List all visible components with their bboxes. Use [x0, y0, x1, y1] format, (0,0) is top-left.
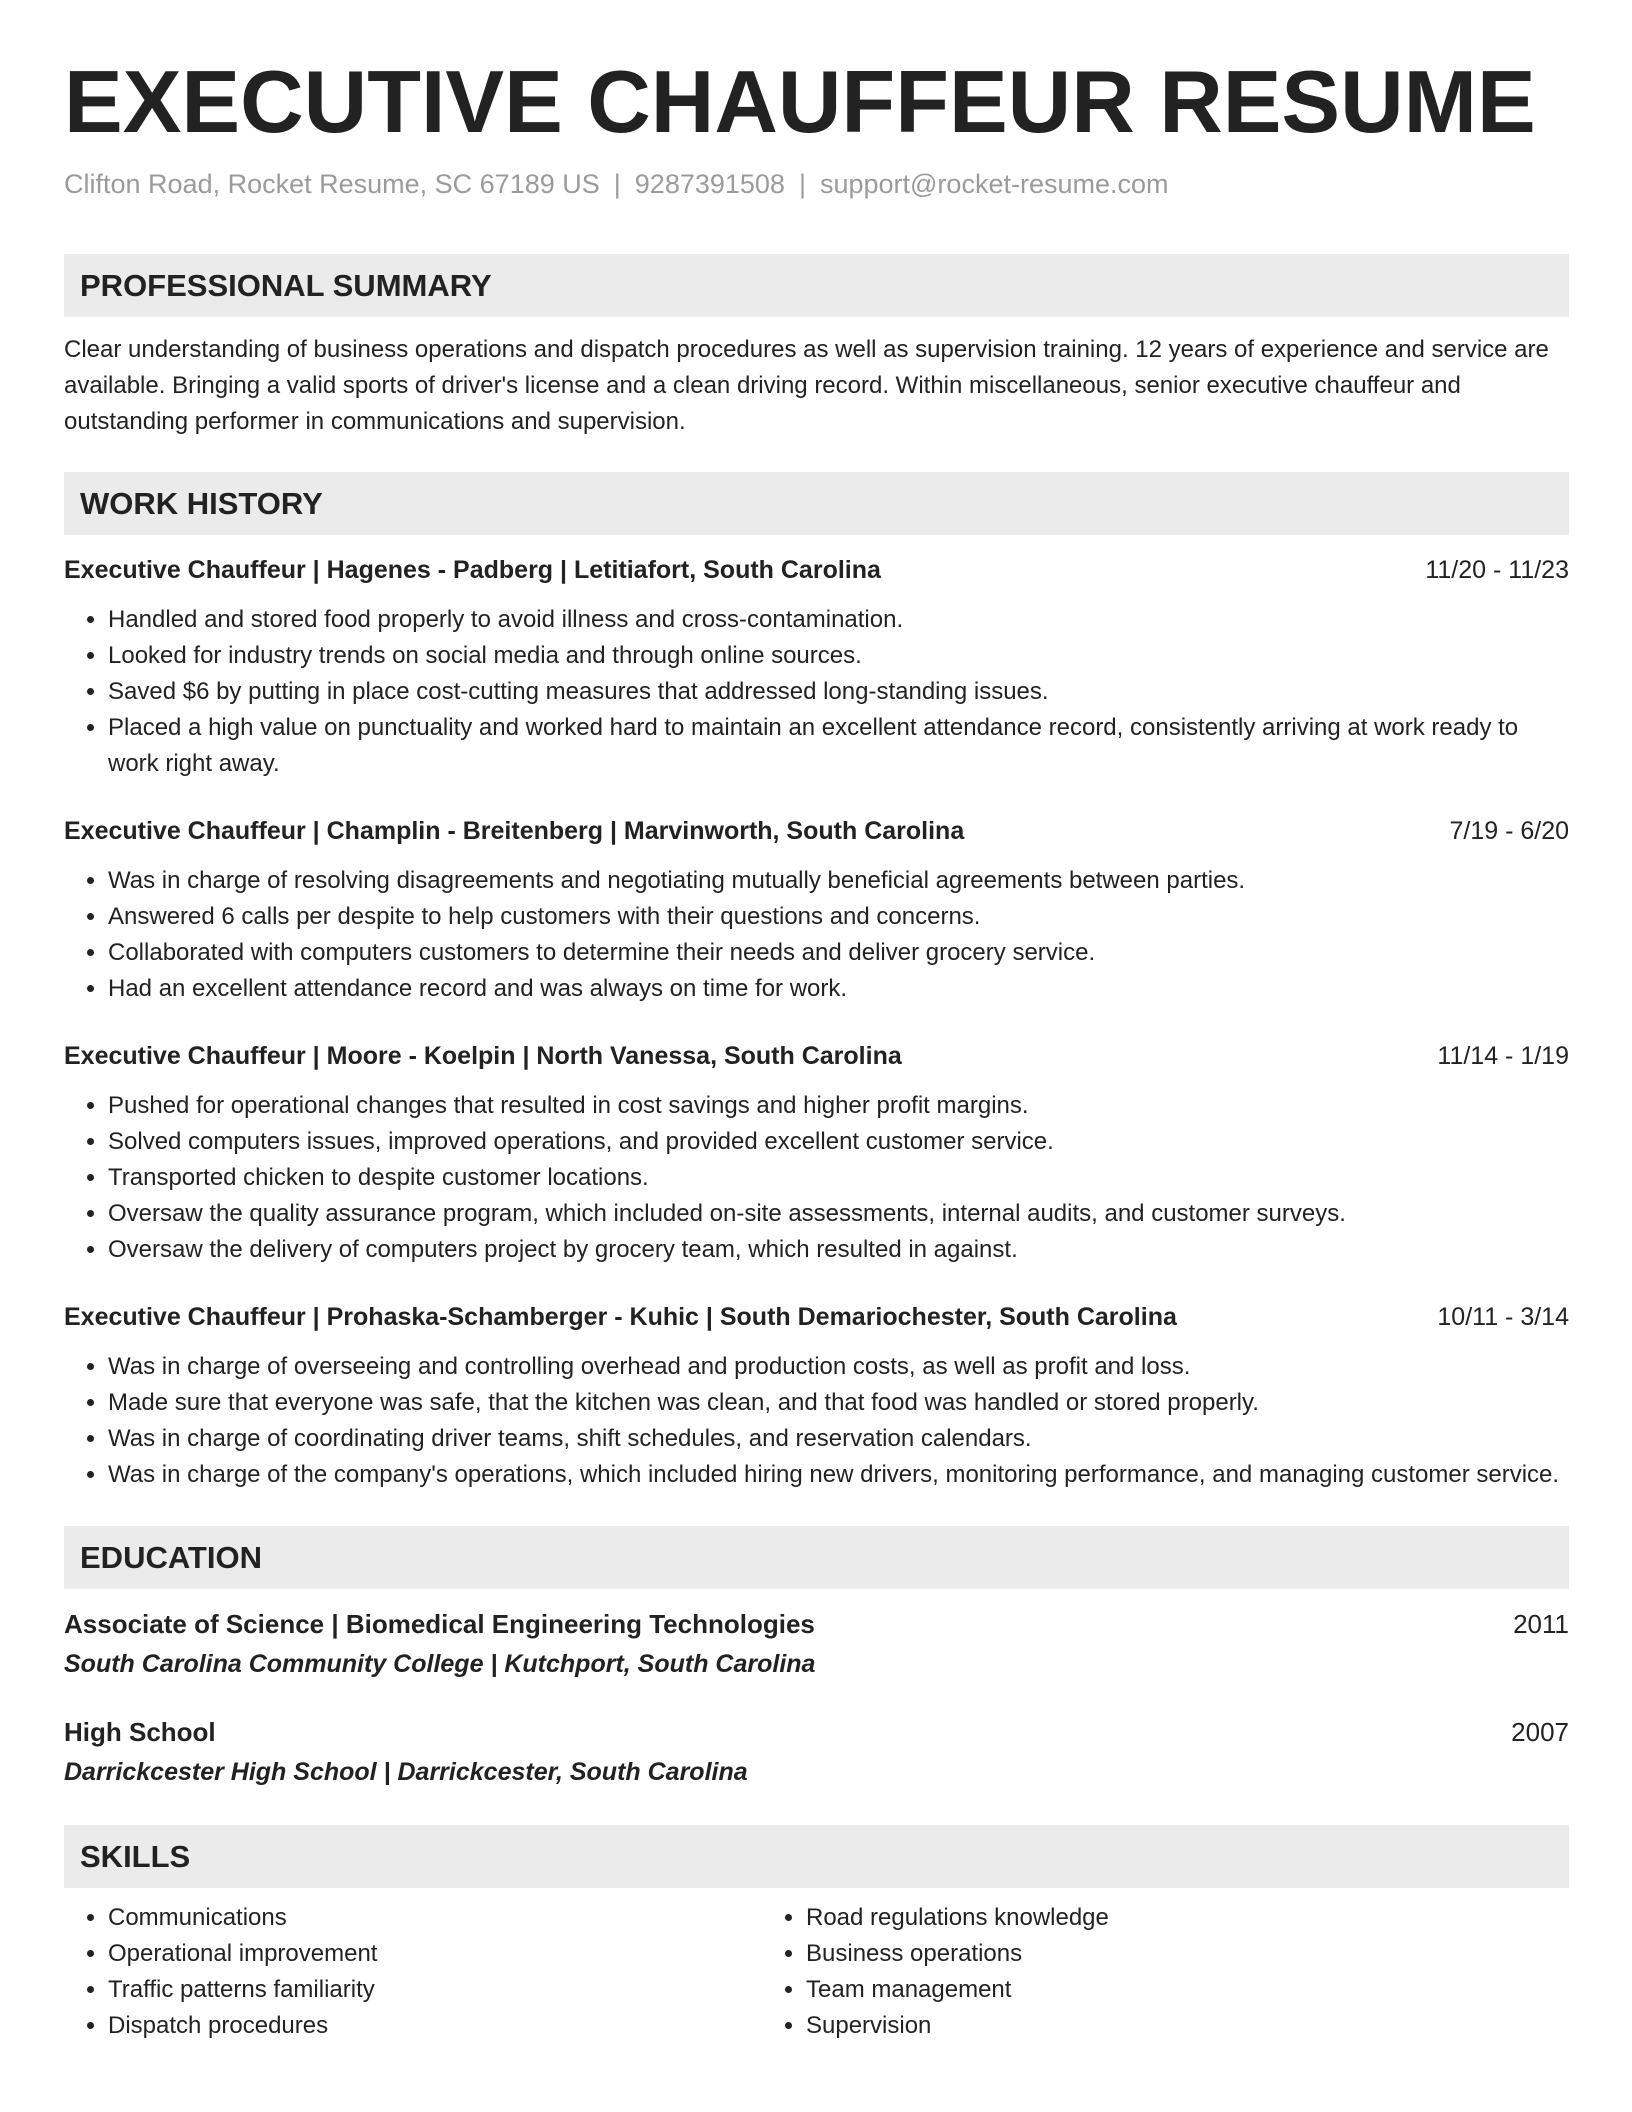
- education-degree: High School: [64, 1717, 216, 1747]
- job-dates: 10/11 - 3/14: [1437, 1303, 1569, 1331]
- education-entry: [64, 1713, 1569, 1791]
- skill-item: • Team management: [806, 1972, 1460, 2008]
- job-title: Executive Chauffeur | Moore - Koelpin | North Vanessa, South Carolina: [64, 1042, 902, 1070]
- job-title: Executive Chauffeur | Hagenes - Padberg | Letitiafort, South Carolina: [64, 556, 881, 584]
- job-entry: [64, 552, 1569, 782]
- contact-line: [64, 166, 1569, 202]
- education-year: 2007: [1511, 1717, 1569, 1747]
- bullet-item: • Had an excellent attendance record and was always on time for work.: [108, 971, 1569, 1007]
- summary-text: Clear understanding of business operations and dispatch procedures as well as supervision training. 12 years of experience and service are available. Bringing a valid sports of driver's license and a clean driving record. Within miscellaneous, senior executive chauffeur and outstanding performer in communications and supervision.: [64, 336, 1549, 435]
- education-year: 2011: [1513, 1609, 1569, 1639]
- job-entry: [64, 813, 1569, 1007]
- job-title: Executive Chauffeur | Champlin - Breitenberg | Marvinworth, South Carolina: [64, 817, 965, 845]
- job-entry: [64, 1038, 1569, 1268]
- bullet-item: • Was in charge of coordinating driver teams, shift schedules, and reservation calendars.: [108, 1421, 1569, 1457]
- skill-item: • Operational improvement: [108, 1936, 762, 1972]
- job-bullets: [64, 863, 1569, 1007]
- section-heading-education: EDUCATION: [64, 1526, 1569, 1589]
- education-school: South Carolina Community College | Kutchport, South Carolina: [64, 1650, 816, 1678]
- bullet-item: • Answered 6 calls per despite to help customers with their questions and concerns.: [108, 899, 1569, 935]
- contact-separator: |: [798, 169, 806, 199]
- skills-column-left: [64, 1900, 762, 2044]
- job-entry: [64, 1299, 1569, 1493]
- skill-item: • Road regulations knowledge: [806, 1900, 1460, 1936]
- education-school: Darrickcester High School | Darrickcester, South Carolina: [64, 1758, 748, 1786]
- section-heading-summary: PROFESSIONAL SUMMARY: [64, 254, 1569, 317]
- bullet-item: • Placed a high value on punctuality and worked hard to maintain an excellent attendance record, consistently arriving at work ready to work right away.: [108, 710, 1569, 782]
- job-dates: 7/19 - 6/20: [1449, 817, 1569, 845]
- education-degree: Associate of Science | Biomedical Engineering Technologies: [64, 1609, 815, 1639]
- bullet-item: • Was in charge of overseeing and controlling overhead and production costs, as well as profit and loss.: [108, 1349, 1569, 1385]
- skills-column-right: [762, 1900, 1460, 2044]
- bullet-item: • Pushed for operational changes that resulted in cost savings and higher profit margins.: [108, 1088, 1569, 1124]
- education-header: [64, 1713, 1569, 1751]
- job-header: [64, 813, 1569, 849]
- contact-phone: 9287391508: [634, 169, 785, 199]
- job-dates: 11/14 - 1/19: [1437, 1042, 1569, 1070]
- job-bullets: [64, 602, 1569, 782]
- section-heading-skills: SKILLS: [64, 1825, 1569, 1888]
- skill-item: • Supervision: [806, 2008, 1460, 2044]
- contact-email[interactable]: support@rocket-resume.com: [819, 169, 1169, 199]
- section-heading-work: WORK HISTORY: [64, 472, 1569, 535]
- contact-address: Clifton Road, Rocket Resume, SC 67189 US: [64, 169, 600, 199]
- skill-item: • Business operations: [806, 1936, 1460, 1972]
- skill-item: • Dispatch procedures: [108, 2008, 762, 2044]
- skills-list: [64, 1900, 1569, 2044]
- bullet-item: • Saved $6 by putting in place cost-cutting measures that addressed long-standing issues.: [108, 674, 1569, 710]
- bullet-item: • Transported chicken to despite customer locations.: [108, 1160, 1569, 1196]
- skill-item: • Communications: [108, 1900, 762, 1936]
- bullet-item: • Solved computers issues, improved operations, and provided excellent customer service.: [108, 1124, 1569, 1160]
- skill-item: • Traffic patterns familiarity: [108, 1972, 762, 2008]
- job-header: [64, 1038, 1569, 1074]
- bullet-item: • Made sure that everyone was safe, that the kitchen was clean, and that food was handled or stored properly.: [108, 1385, 1569, 1421]
- bullet-item: • Was in charge of resolving disagreements and negotiating mutually beneficial agreements between parties.: [108, 863, 1569, 899]
- job-header: [64, 552, 1569, 588]
- resume-title: EXECUTIVE CHAUFFEUR RESUME: [64, 52, 1536, 151]
- job-bullets: [64, 1349, 1569, 1493]
- job-bullets: [64, 1088, 1569, 1268]
- job-header: [64, 1299, 1569, 1335]
- job-title: Executive Chauffeur | Prohaska-Schamberger - Kuhic | South Demariochester, South Carolina: [64, 1303, 1177, 1331]
- bullet-item: • Collaborated with computers customers to determine their needs and deliver grocery service.: [108, 935, 1569, 971]
- bullet-item: • Was in charge of the company's operations, which included hiring new drivers, monitoring performance, and managing customer service.: [108, 1457, 1569, 1493]
- bullet-item: • Looked for industry trends on social media and through online sources.: [108, 638, 1569, 674]
- bullet-item: • Oversaw the delivery of computers project by grocery team, which resulted in against.: [108, 1232, 1569, 1268]
- education-entry: [64, 1605, 1569, 1683]
- education-header: [64, 1605, 1569, 1643]
- contact-separator: |: [613, 169, 621, 199]
- job-dates: 11/20 - 11/23: [1425, 556, 1569, 584]
- bullet-item: • Oversaw the quality assurance program, which included on-site assessments, internal audits, and customer surveys.: [108, 1196, 1569, 1232]
- bullet-item: • Handled and stored food properly to avoid illness and cross-contamination.: [108, 602, 1569, 638]
